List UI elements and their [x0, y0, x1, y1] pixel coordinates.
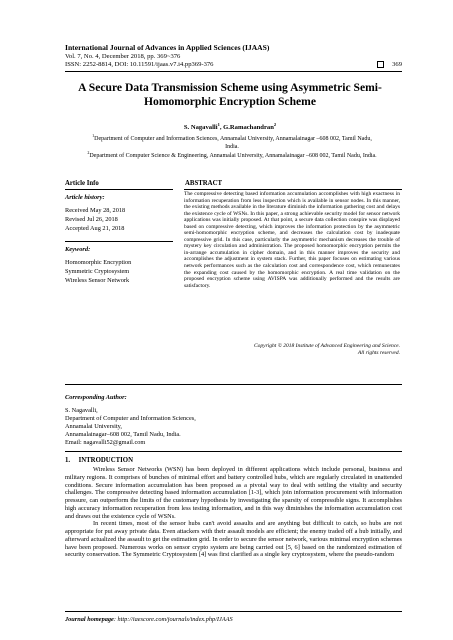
intro-body [65, 466, 402, 559]
homepage-label: Journal homepage [65, 616, 114, 623]
received-date: Received May 28, 2018 [65, 207, 126, 214]
journal-homepage [65, 616, 233, 623]
revised-date: Revised Jul 26, 2018 [65, 216, 118, 223]
intro-heading: 1. INTRODUCTION [65, 457, 133, 464]
corresponding-heading: Corresponding Author: [65, 394, 127, 401]
corresponding-line: Annamalai University, [65, 423, 122, 430]
paper-title [58, 81, 402, 108]
corresponding-line: S. Nagavalli, [65, 407, 98, 414]
author-1: S. Nagavalli [183, 124, 218, 132]
intro-paragraph-1: Wireless Sensor Networks (WSN) has been deployed in different applications which include personal, business and military regions. It comprises of bunches of minimal effort and battery controlled hubs, which are regularly circulated in unattended conditions. Secure information accumulation has been proposed as a pivotal way to deal with settling the vitality and security challenges. The compressive detecting based information accumulation [1-3], which join information procurement with information pressure, can outperform the limits of the customary hypothesis by investigating the sparsity of compressible signs. It accomplishes high accuracy information recuperation from less testing information, and in this way diminishes the information accumulation cost and draws out the existence cycle of WSNs. [65, 466, 402, 520]
footer-rule [65, 611, 402, 612]
title-line-2: Homomorphic Encryption Scheme [144, 94, 316, 108]
aff1-line-1: Department of Computer and Information Sciences, Annamalai University, Annamalainagar –608 002, Tamil Nadu, [94, 136, 372, 142]
author-separator: , [219, 124, 224, 132]
aff1-line-2: India. [225, 143, 239, 150]
corresponding-line: Annamalainagar–608 002, Tamil Nadu, India. [65, 431, 181, 438]
keyword-item: Wireless Sensor Network [65, 277, 130, 284]
corresponding-line: Department of Computer and Information Sciences, [65, 415, 196, 422]
copyright-line-2: All rights reserved. [357, 349, 400, 356]
aff2-text: Department of Computer Science & Engineering, Annamalai University, Annamalainagar –608 002, Tamil Nadu, India. [89, 153, 377, 159]
header-rule [65, 71, 402, 72]
volume-line: Vol. 7, No. 4, December 2018, pp. 369~376 [65, 53, 181, 60]
affiliation-2 [62, 149, 402, 161]
corresponding-email: Email: nagavalli52@gmail.com [65, 439, 146, 446]
corresponding-bottom-rule [65, 451, 402, 452]
history-rule [65, 241, 173, 242]
issn-row [65, 61, 402, 68]
author-1-sup: 1 [217, 122, 220, 127]
copyright-line-1: Copyright © 2018 Institute of Advanced Engineering and Science. [254, 343, 400, 349]
history-heading: Article history: [65, 194, 105, 201]
keyword-item: Symmetric Cryptosystem [65, 268, 130, 275]
journal-title: International Journal of Advances in Applied Sciences (IJAAS) [65, 43, 270, 52]
copyright-notice [184, 343, 400, 356]
keyword-heading: Keyword: [65, 246, 91, 253]
square-bullet-icon [377, 61, 384, 68]
abstract-head-rule [184, 189, 402, 190]
corresponding-top-rule [65, 384, 402, 385]
intro-paragraph-2: In recent times, most of the sensor hubs can't avoid assaults and are anything but difficult to catch, so hubs are not appropriate for put away private data. Even attackers with their assault models are efficient; the enemy traded off a hub initially, and afterward actualized the assault to get the estimation grid. In order to secure the sensor network, various minimal encryption schemes have been proposed. Numerous works on sensor crypto system are being carried out [5, 6] based on the randomized estimation of security conservation. The Symmetric Cryptosystem [4] was first clarified as a single key cryptosystem, where the pseudo-random [65, 520, 402, 559]
author-2-sup: 2 [273, 122, 277, 127]
homepage-url[interactable]: : http://iaescore.com/journals/index.php/IJAAS [113, 616, 233, 623]
page-number: 369 [392, 61, 402, 68]
author-2: G.Ramachandran [223, 124, 274, 132]
author-line [58, 122, 402, 131]
aff1-sup: 1 [92, 133, 95, 138]
keyword-item: Homomorphic Encryption [65, 259, 132, 266]
title-line-1: A Secure Data Transmission Scheme using Asymmetric Semi- [78, 81, 382, 94]
accepted-date: Accepted Aug 21, 2018 [65, 225, 125, 232]
article-info-heading: Article Info [65, 180, 99, 187]
abstract-text: The compressive detecting based information accumulation accomplishes with high exactness in information recuperation from less inspection which is available in sensor nodes. In this manner, the existing methods available in the literature diminish the information gathering cost and delays the existence cycle of WSNs. In this paper, a strong achievable security model for sensor network applications was initially proposed. At that point, a secure data collection conspire was displayed based on compressive detecting, which improves the information protection by the asymmetric semi-homomorphic encryption scheme, and decreases the calculation cost by inadequate compressive grid. In this case, particularly the asymmetric mechanism decreases the trouble of mystery key circulation and administration. The proposed homomorphic encryption permits the in-arrange accumulation in cipher domain, and in this manner improves the security and accomplishes the adjustment in system stack. Further, this paper focuses on estimating various network performances such as the calculation cost and correspondence cost, which remunerates the expanding cost caused by the homomorphic encryption. A real time validation on the proposed encryption scheme using AVISPA was additionally performed and the results are satisfactory. [184, 191, 400, 289]
page-mark [377, 61, 402, 68]
aff2-sup: 2 [87, 150, 90, 155]
issn-doi: ISSN: 2252-8814, DOI: 10.11591/ijaas.v7.i4.pp369-376 [65, 61, 214, 68]
info-head-rule [65, 189, 173, 190]
abstract-heading: ABSTRACT [185, 180, 223, 187]
